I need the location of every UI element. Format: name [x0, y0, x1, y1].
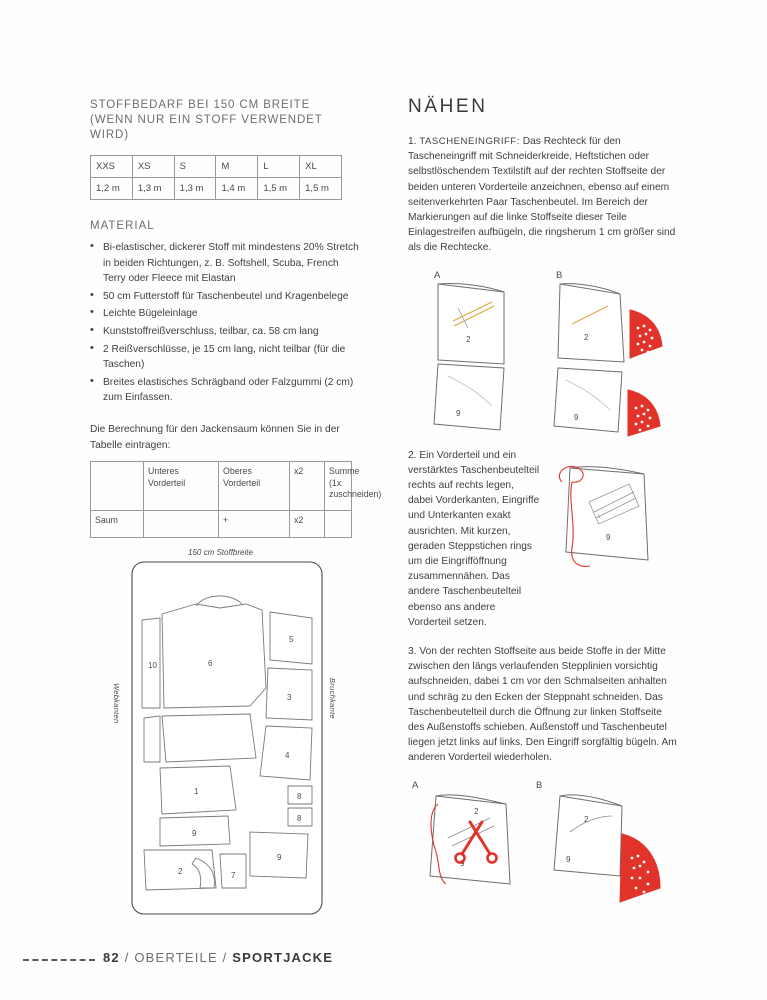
figure-3a-label: A [412, 779, 419, 791]
list-item: • 50 cm Futterstoff für Taschenbeutel und Kragenbelege [90, 289, 360, 305]
svg-text:5: 5 [289, 635, 294, 644]
size-table-header-row [91, 156, 342, 178]
list-item: • Leichte Bügeleinlage [90, 306, 360, 322]
svg-text:9: 9 [566, 854, 571, 864]
svg-text:2: 2 [474, 806, 479, 816]
step-2-number: 2. [408, 449, 417, 461]
calc-header: Unteres Vorderteil [144, 462, 219, 511]
size-cell: XXS [91, 156, 133, 178]
figure-3-drawing [408, 792, 680, 916]
footer-sep-1: / [124, 950, 130, 965]
selvedge-label: Webkanten [112, 683, 121, 724]
svg-text:9: 9 [606, 532, 611, 542]
step-1-text [408, 134, 680, 256]
calc-row-label: Saum [91, 511, 144, 538]
material-heading: MATERIAL [90, 220, 155, 232]
calc-header: x2 [290, 462, 325, 511]
list-item: • 2 Reißverschlüsse, je 15 cm lang, nicht teilbar (für die Taschen) [90, 342, 360, 373]
size-cell: XL [300, 156, 342, 178]
size-table-amount-row [91, 178, 342, 200]
sheet-width-label: 150 cm Stoffbreite [188, 548, 253, 557]
cutting-layout-figure [100, 548, 350, 928]
fold-edge-label: Bruchkante [328, 678, 337, 719]
svg-text:9: 9 [192, 829, 197, 838]
svg-text:9: 9 [574, 412, 579, 422]
svg-text:8: 8 [297, 814, 302, 823]
step-3-text [408, 644, 680, 766]
amount-cell: 1,3 m [174, 178, 216, 200]
svg-text:2: 2 [584, 332, 589, 342]
fabric-requirement-heading [90, 98, 360, 143]
step-1-body: Das Rechteck für den Tascheneingriff mit Schneiderkreide, Heftstichen oder selbstlöschendem Textilstift auf der rechten Stoffseite der beiden unteren Vorderteile anzeichnen, ebenso auf einem seitenverkehrten Paar Taschenbeutel. Im Bereich der Markierungen auf die linke Stoffseite dieser Teile Einlagestreifen aufbügeln, die ringsherum 1 cm größer sind als die Rechtecke. [408, 136, 676, 254]
svg-text:2: 2 [178, 867, 183, 876]
amount-cell: 1,2 m [91, 178, 133, 200]
layout-diagram [100, 548, 350, 928]
footer-sep-2: / [222, 950, 228, 965]
figure-1-drawing [408, 280, 680, 452]
amount-cell: 1,3 m [132, 178, 174, 200]
figure-3 [408, 780, 680, 910]
footer-item: SPORTJACKE [232, 950, 334, 965]
calc-cell-lower[interactable] [144, 511, 219, 538]
list-item: • Breites elastisches Schrägband oder Falzgummi (2 cm) zum Einfassen. [90, 375, 360, 406]
fabric-heading-line2: (WENN NUR EIN STOFF VERWENDET WIRD) [90, 114, 323, 141]
size-cell: S [174, 156, 216, 178]
figure-3b-label: B [536, 779, 543, 791]
material-list [90, 240, 360, 406]
figure-2-drawing [548, 452, 680, 592]
footer-dash-rule [23, 959, 95, 961]
svg-text:10: 10 [148, 661, 157, 670]
figure-1a-label: A [434, 269, 441, 281]
size-cell: L [258, 156, 300, 178]
step-2-block [408, 448, 680, 630]
page-number: 82 [103, 950, 120, 965]
footer-text [103, 950, 333, 965]
step-1-number: 1. [408, 136, 417, 147]
fabric-heading-line1: STOFFBEDARF BEI 150 CM BREITE [90, 99, 311, 111]
hem-calculation-table [90, 461, 382, 538]
svg-text:2: 2 [466, 334, 471, 344]
step-2-text [408, 448, 540, 630]
svg-text:4: 4 [285, 751, 290, 760]
calc-header: Oberes Vorderteil [219, 462, 290, 511]
size-cell: M [216, 156, 258, 178]
svg-text:6: 6 [208, 659, 213, 668]
page-footer [23, 950, 743, 970]
left-column [90, 98, 382, 538]
amount-cell: 1,5 m [258, 178, 300, 200]
step-3-body: Von der rechten Stoffseite aus beide Stoffe in der Mitte zwischen den längs verlaufenden Stepplinien vorsichtig aufschneiden, dabei 1 cm vor den Schmalseiten anhalten und schräg zu den Ecken der Steppnaht schneiden. Das Taschenbeutelteil durch die Öffnung zur linken Stoffseite des Außenstoffs schieben. Außenstoff und Taschenbeutel liegen jetzt links auf links. Den Eingriff sorgfältig bügeln. Am anderen Vorderteil wiederholen. [408, 646, 677, 764]
figure-1b-label: B [556, 269, 563, 281]
size-cell: XS [132, 156, 174, 178]
step-2-body: Ein Vorderteil und ein verstärktes Taschenbeutelteil rechts auf rechts legen, dabei Vorderkanten, Eingriffe und Unterkanten exakt ausrichten. Mit kurzen, geraden Steppstichen rings um die Eingrifföffnung zusammennähen. Das andere Taschenbeutelteil ebenso ans andere Vorderteil setzen. [408, 449, 540, 628]
svg-text:9: 9 [456, 408, 461, 418]
calc-header-blank [91, 462, 144, 511]
right-column [408, 96, 680, 910]
size-table [90, 155, 342, 200]
footer-section: OBERTEILE [134, 950, 218, 965]
step-3-number: 3. [408, 646, 417, 658]
calc-header: Summe (1x zuschneiden) [325, 462, 352, 511]
step-1-lead: TASCHENEINGRIFF: [419, 136, 520, 147]
table-row [91, 462, 352, 511]
svg-text:3: 3 [287, 693, 292, 702]
list-item: • Bi-elastischer, dickerer Stoff mit mindestens 20% Stretch in beiden Richtungen, z. B. Softshell, Scuba, French Terry oder Fleece mit Elastan [90, 240, 360, 287]
svg-text:1: 1 [194, 787, 199, 796]
svg-text:7: 7 [231, 871, 236, 880]
figure-1 [408, 270, 680, 448]
svg-text:8: 8 [297, 792, 302, 801]
page-title: NÄHEN [408, 96, 488, 117]
table-row [91, 511, 352, 538]
amount-cell: 1,4 m [216, 178, 258, 200]
svg-text:9: 9 [460, 858, 465, 868]
calc-note: Die Berechnung für den Jackensaum können Sie in der Tabelle eintragen: [90, 423, 340, 451]
calc-cell-sum[interactable] [325, 511, 352, 538]
list-item: • Kunststoffreißverschluss, teilbar, ca. 58 cm lang [90, 324, 360, 340]
calc-cell-plus: + [219, 511, 290, 538]
calc-cell-x2: x2 [290, 511, 325, 538]
amount-cell: 1,5 m [300, 178, 342, 200]
svg-text:9: 9 [277, 853, 282, 862]
svg-text:2: 2 [584, 814, 589, 824]
